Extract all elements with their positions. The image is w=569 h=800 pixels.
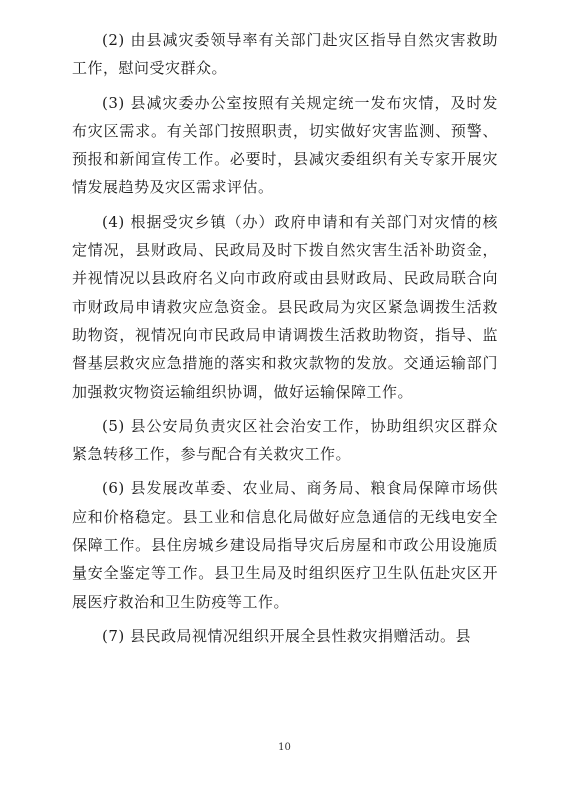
paragraph-5: (5) 县公安局负责灾区社会治安工作，协助组织灾区群众紧急转移工作，参与配合有关救灾工作。 (72, 416, 498, 464)
paragraph-3: (3) 县减灾委办公室按照有关规定统一发布灾情，及时发布灾区需求。有关部门按照职责，切实做好灾害监测、预警、预报和新闻宣传工作。必要时，县减灾委组织有关专家开展灾情发展趋势及灾区需求评估。 (72, 93, 498, 197)
paragraph-4: (4) 根据受灾乡镇（办）政府申请和有关部门对灾情的核定情况，县财政局、民政局及时下拨自然灾害生活补助资金，并视情况以县政府名义向市政府或由县财政局、民政局联合向市财政局申请救灾应急资金。县民政局为灾区紧急调拨生活救助物资，视情况向市民政局申请调拨生活救助物资，指导、监督基层救灾应急措施的落实和救灾款物的发放。交通运输部门加强救灾物资运输组织协调，做好运输保障工作。 (72, 212, 498, 401)
paragraph-7: (7) 县民政局视情况组织开展全县性救灾捐赠活动。县 (102, 626, 472, 645)
document-body (72, 26, 498, 656)
paragraph-2: (2) 由县减灾委领导率有关部门赴灾区指导自然灾害救助工作，慰问受灾群众。 (72, 31, 498, 78)
page-number: 10 (278, 742, 291, 753)
paragraph-6: (6) 县发展改革委、农业局、商务局、粮食局保障市场供应和价格稳定。县工业和信息化局做好应急通信的无线电安全保障工作。县住房城乡建设局指导灾后房屋和市政公用设施质量安全鉴定等工作。县卫生局及时组织医疗卫生队伍赴灾区开展医疗救治和卫生防疫等工作。 (72, 479, 498, 611)
